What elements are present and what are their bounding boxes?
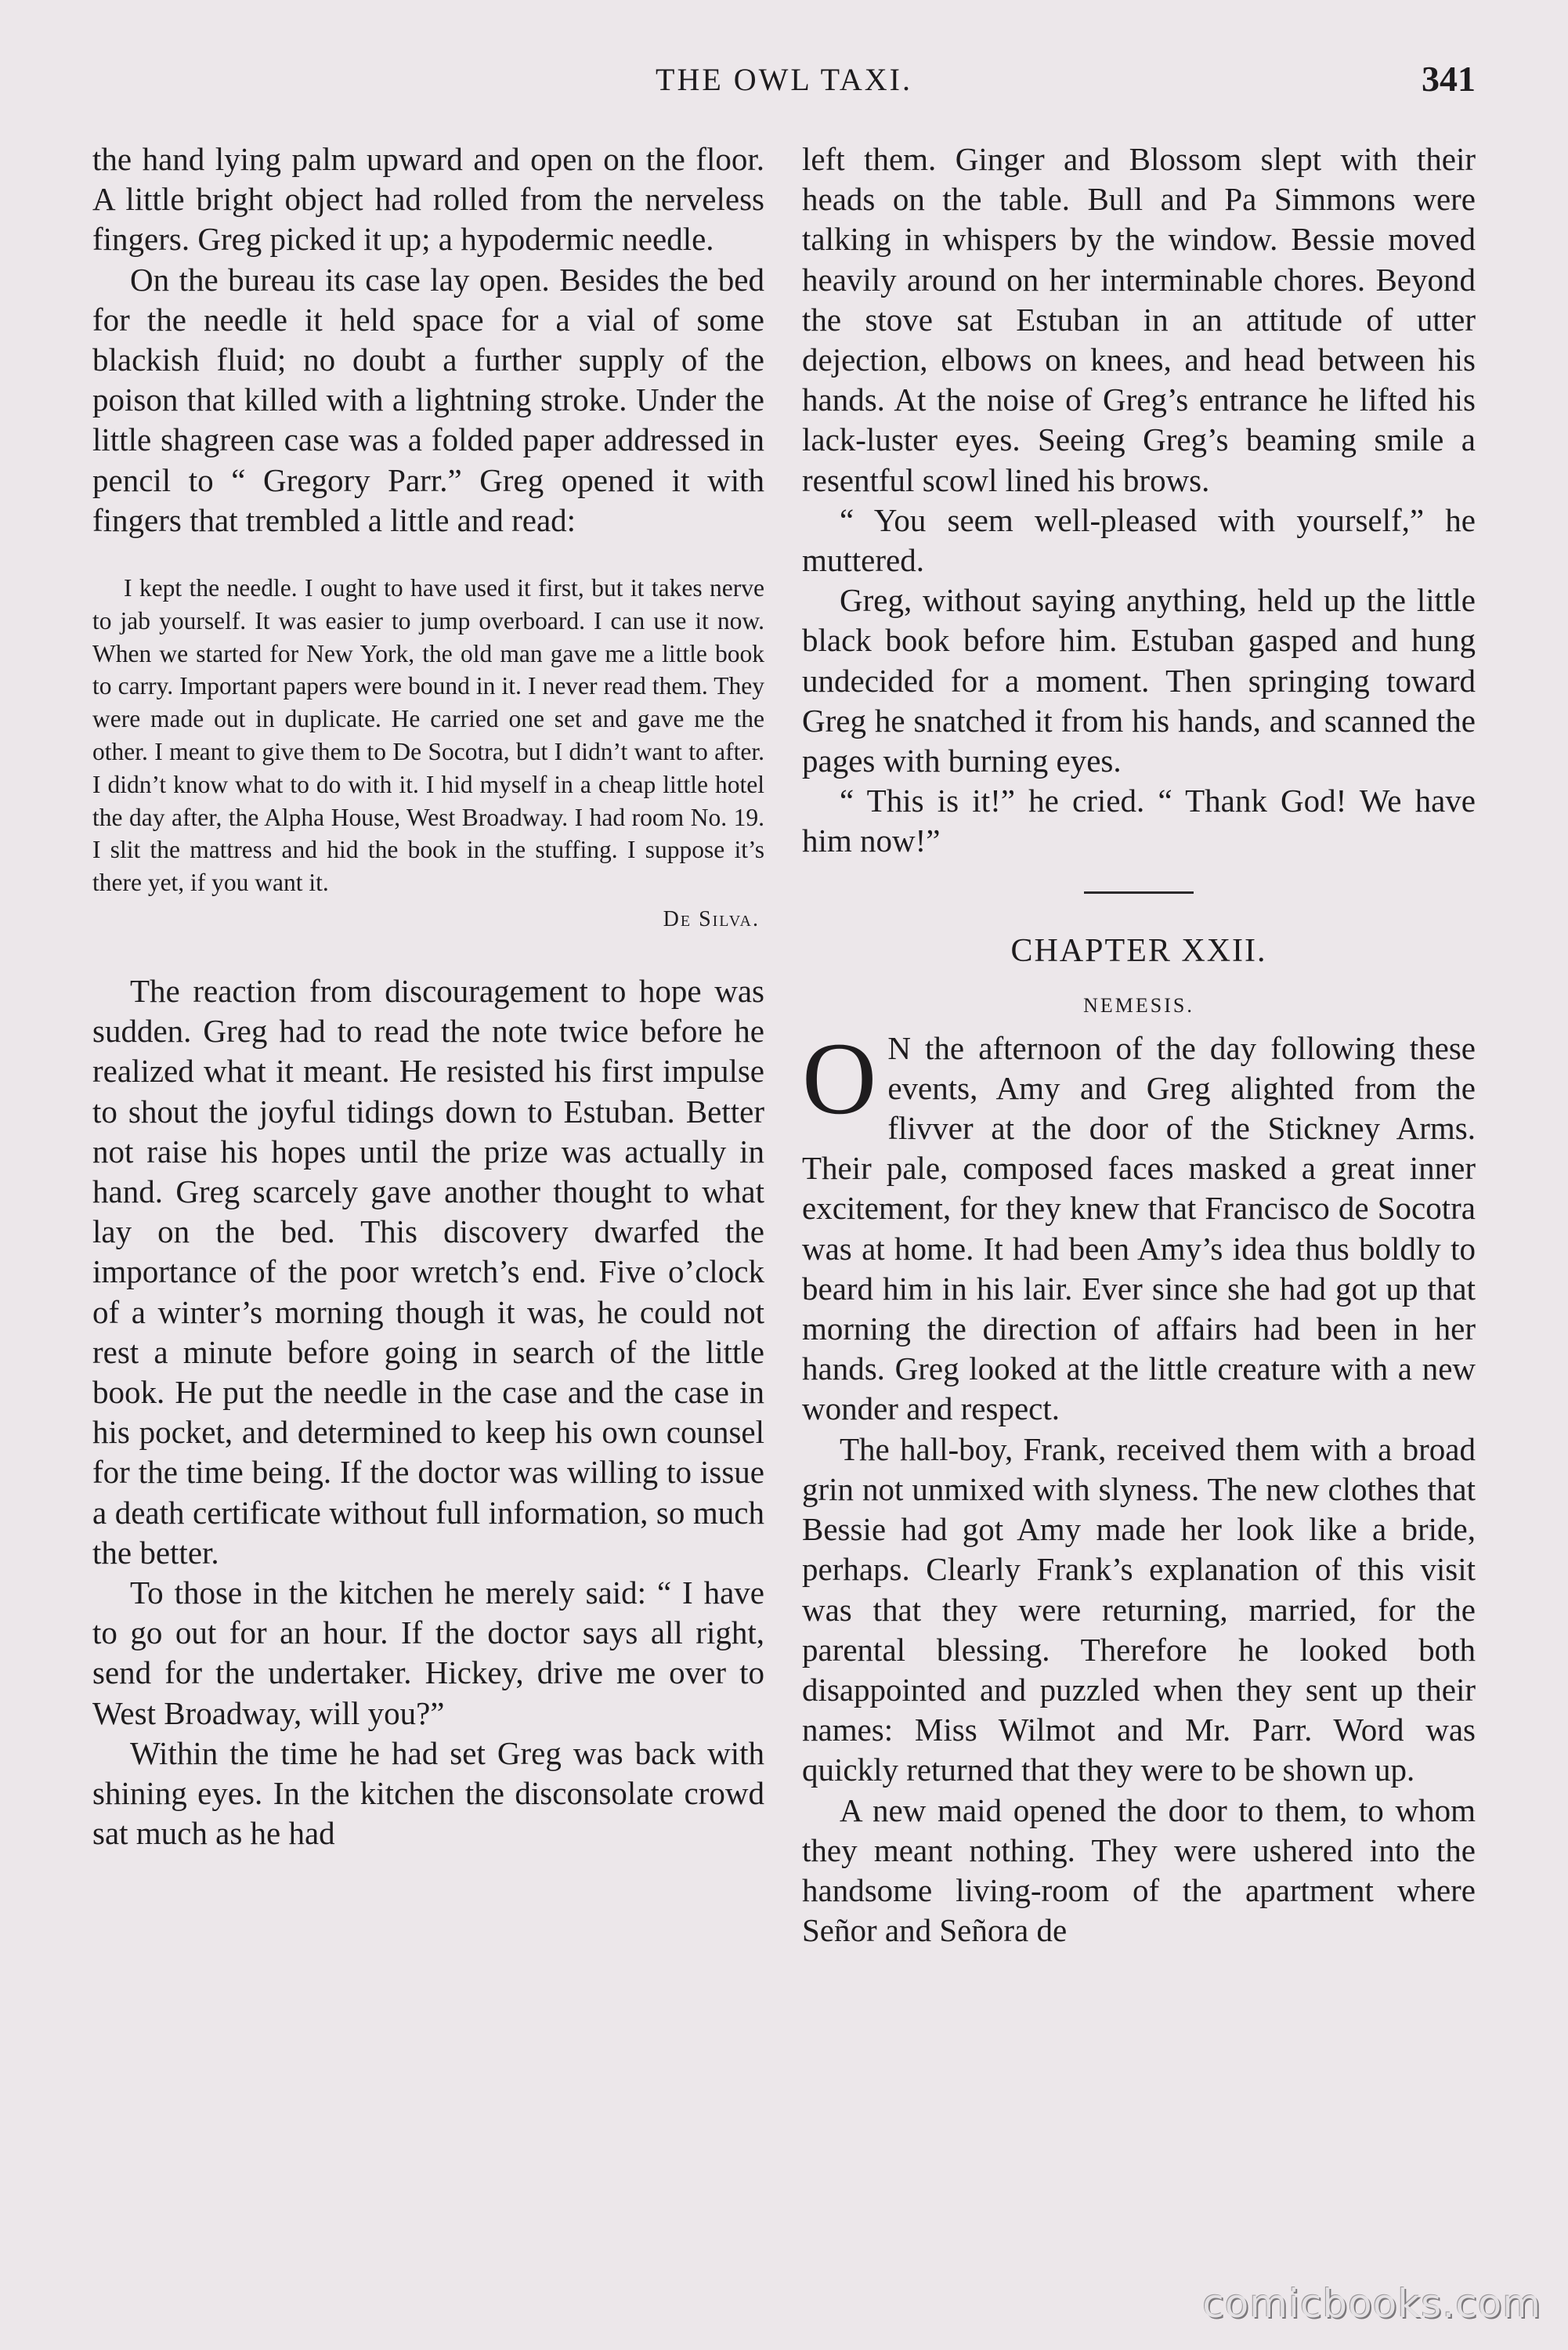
paragraph: “ This is it!” he cried. “ Thank God! We have him now!” (802, 783, 1476, 859)
chapter-subtitle: NEMESIS. (1083, 993, 1194, 1017)
page-number: 341 (1422, 59, 1476, 99)
paragraph: left them. Ginger and Blossom slept with their heads on the table. Bull and Pa Simmons were talking in whispers by the window. Bessie moved heavily around on her interminable chores. Beyond the stove sat Estuban in an attitude of utter dejection, elbows on knees, and head between his hands. At the noise of Greg’s entrance he lifted his lack-luster eyes. Seeing Greg’s beaming smile a resentful scowl lined his brows. (802, 141, 1476, 498)
section-divider (1084, 891, 1194, 894)
paragraph: Within the time he had set Greg was back with shining eyes. In the kitchen the disconsolate crowd sat much as he had (92, 1734, 764, 1852)
chapter-opening-paragraph (802, 1020, 1476, 1430)
paragraph: On the bureau its case lay open. Besides the bed for the needle it held space for a vial of some blackish fluid; no doubt a further supply of the poison that killed with a lightning stroke. Under the little shagreen case was a folded paper addressed in pencil to “ Gregory Parr.” Greg opened it with fingers that trembled a little and read: (92, 261, 764, 538)
quoted-letter (92, 572, 764, 899)
paragraph: The hall-boy, Frank, received them with a broad grin not unmixed with slyness. The new clothes that Bessie had got Amy made her look like a bride, perhaps. Clearly Frank’s explanation of this visit was that they were returning, married, for the parental blessing. Therefore he looked both disappointed and puzzled when they sent up their names: Miss Wilmot and Mr. Parr. Word was quickly returned that they were to be shown up. (802, 1430, 1476, 1788)
letter-text: I kept the needle. I ought to have used it first, but it takes nerve to jab yourself. It was easier to jump overboard. I can use it now. When we started for New York, the old man gave me a little book to carry. Important papers were bound in it. I never read them. They were made out in duplicate. He carried one set and gave me the other. I meant to give them to De Socotra, but I didn’t want to after. I didn’t know what to do with it. I hid myself in a cheap little hotel the day after, the Alpha House, West Broadway. I had room No. 19. I slit the mattress and hid the book in the stuffing. I suppose it’s there yet, if you want it. (92, 574, 764, 897)
opening-text: N the afternoon of the day following these events, Amy and Greg alighted from the flivver at the door of the Stickney Arms. Their pale, composed faces masked a great inner excitement, for they knew that Francisco de Socotra was at home. It had been Amy’s idea thus boldly to beard him in his lair. Ever since she had got up that morning the direction of affairs had been in her hands. Greg looked at the little creature with a new wonder and respect. (802, 1029, 1476, 1427)
page-header (0, 61, 1568, 108)
left-column (92, 139, 764, 1853)
paragraph: “ You seem well-pleased with yourself,” he muttered. (802, 501, 1476, 579)
chapter-title: CHAPTER XXII. (1010, 932, 1267, 969)
paragraph: A new maid opened the door to them, to whom they meant nothing. They were ushered into the handsome living-room of the apartment where Señor and Señora de (802, 1791, 1476, 1949)
watermark: comicbooks.com (1202, 2281, 1541, 2326)
right-column (802, 139, 1476, 1950)
letter-signature: De Silva. (663, 907, 760, 931)
running-title: THE OWL TAXI. (656, 62, 912, 97)
paragraph: the hand lying palm upward and open on the floor. A little bright object had rolled from the nerveless fingers. Greg picked it up; a hypodermic needle. (92, 141, 764, 258)
paragraph: To those in the kitchen he merely said: “ I have to go out for an hour. If the doctor says all right, send for the undertaker. Hickey, drive me over to West Broadway, will you?” (92, 1574, 764, 1731)
paragraph: The reaction from discouragement to hope was sudden. Greg had to read the note twice before he realized what it meant. He resisted his first impulse to shout the joyful tidings down to Estuban. Better not raise his hopes until the prize was actually in hand. Greg scarcely gave another thought to what lay on the bed. This discovery dwarfed the importance of the poor wretch’s end. Five o’clock of a winter’s morning though it was, he could not rest a minute before going in search of the little book. He put the needle in the case and the case in his pocket, and determined to keep his own counsel for the time being. If the doctor was willing to issue a death certificate without full information, so much the better. (92, 973, 764, 1571)
drop-cap: O (802, 1020, 877, 1136)
paragraph: Greg, without saying anything, held up the little black book before him. Estuban gasped and hung undecided for a moment. Then springing toward Greg he snatched it from his hands, and scanned the pages with burning eyes. (802, 582, 1476, 779)
